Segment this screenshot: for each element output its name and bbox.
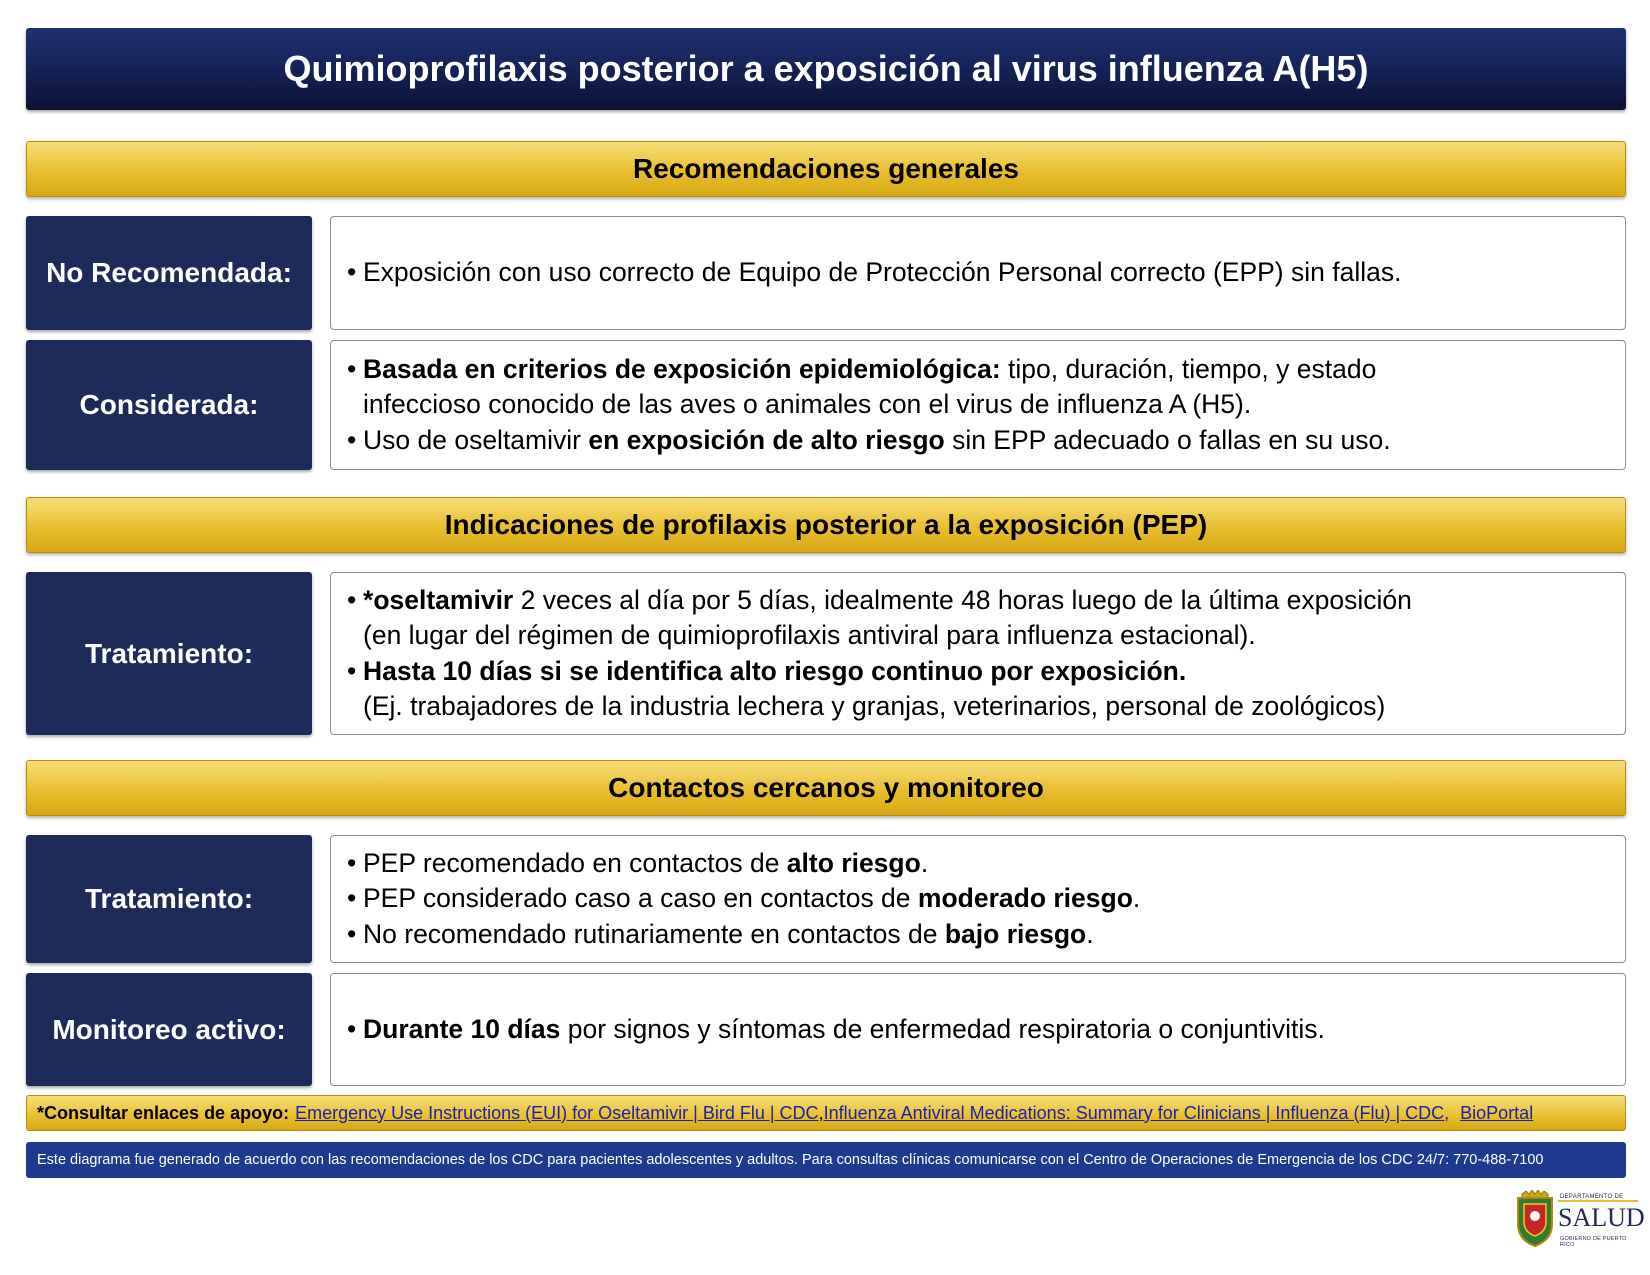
content-tratamiento-contactos — [330, 835, 1626, 963]
list-item: • PEP considerado caso a caso en contactos de moderado riesgo. — [347, 883, 1141, 914]
support-links-bar: *Consultar enlaces de apoyo: Emergency Use Instructions (EUI) for Oseltamivir | Bird Flu | CDC , Influenza Antiviral Medications: Summary for Clinicians | Influenza (Flu) | CDC, BioPortal — [26, 1095, 1626, 1131]
content-no-recomendada — [330, 216, 1626, 330]
section-header-contacts: Contactos cercanos y monitoreo — [26, 760, 1626, 816]
label-monitoreo: Monitoreo activo: — [26, 973, 312, 1086]
link-bioportal[interactable]: BioPortal — [1460, 1102, 1534, 1123]
salud-logo — [1512, 1190, 1645, 1250]
logo-bottom-text: GOBIERNO DE PUERTO RICO — [1560, 1236, 1627, 1248]
list-item: • Uso de oseltamivir en exposición de alto riesgo sin EPP adecuado o fallas en su uso. — [347, 424, 1391, 455]
list-item: • No recomendado rutinariamente en contactos de bajo riesgo. — [347, 918, 1094, 949]
page-title: Quimioprofilaxis posterior a exposición al virus influenza A(H5) — [26, 28, 1626, 110]
list-item: • Hasta 10 días si se identifica alto riesgo continuo por exposición. — [347, 655, 1187, 686]
section-header-pep: Indicaciones de profilaxis posterior a la exposición (PEP) — [26, 497, 1626, 553]
logo-top-text: DEPARTAMENTO DE — [1560, 1194, 1624, 1200]
label-no-recomendada: No Recomendada: — [26, 216, 312, 330]
support-links-label: *Consultar enlaces de apoyo: — [37, 1102, 290, 1123]
section-header-general: Recomendaciones generales — [26, 141, 1626, 197]
label-considerada: Considerada: — [26, 340, 312, 470]
list-item: • Durante 10 días por signos y síntomas de enfermedad respiratoria o conjuntivitis. — [347, 1013, 1325, 1044]
content-monitoreo — [330, 973, 1626, 1086]
list-item: • *oseltamivir 2 veces al día por 5 días, idealmente 48 horas luego de la última exposición — [347, 584, 1412, 615]
content-tratamiento-pep — [330, 572, 1626, 735]
list-item: • Exposición con uso correcto de Equipo de Protección Personal correcto (EPP) sin fallas. — [347, 257, 1402, 288]
list-item-continuation: infeccioso conocido de las aves o animales con el virus de influenza A (H5). — [363, 389, 1252, 420]
list-item: • Basada en criterios de exposición epidemiológica: tipo, duración, tiempo, y estado — [347, 353, 1377, 384]
list-item-continuation: (en lugar del régimen de quimioprofilaxis antiviral para influenza estacional). — [363, 620, 1256, 650]
link-antiviral-medications[interactable]: Influenza Antiviral Medications: Summary for Clinicians | Influenza (Flu) | CDC, — [823, 1102, 1450, 1123]
footer-note: Este diagrama fue generado de acuerdo con las recomendaciones de los CDC para pacientes adolescentes y adultos. Para consultas clínicas comunicarse con el Centro de Operaciones de Emergencia de los CDC 24/7: 770-488-7100 — [26, 1142, 1626, 1178]
content-considerada — [330, 340, 1626, 470]
list-item-continuation: (Ej. trabajadores de la industria lechera y granjas, veterinarios, personal de zoológicos) — [363, 691, 1386, 721]
list-item: • PEP recomendado en contactos de alto riesgo. — [347, 847, 929, 878]
label-tratamiento-pep: Tratamiento: — [26, 572, 312, 735]
label-tratamiento-contactos: Tratamiento: — [26, 835, 312, 963]
logo-main-text: SALUD — [1558, 1203, 1645, 1232]
link-eui-oseltamivir[interactable]: Emergency Use Instructions (EUI) for Oseltamivir | Bird Flu | CDC — [295, 1102, 819, 1123]
